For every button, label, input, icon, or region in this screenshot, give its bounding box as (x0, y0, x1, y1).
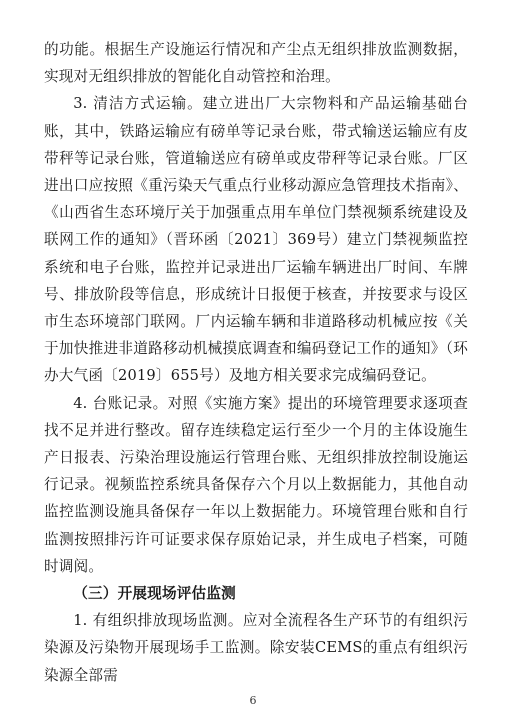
paragraph-organized-monitoring: 1. 有组织排放现场监测。应对全流程各生产环节的有组织污染源及污染物开展现场手工监测。除安装CEMS的重点有组织污染源全部需 (44, 612, 468, 684)
paragraph-clean-transport: 3. 清洁方式运输。建立进出厂大宗物料和产品运输基础台账，其中，铁路运输应有磅单等记录台账，带式输送运输应有皮带秤等记录台账，管道输送应有磅单或皮带秤等记录台账。厂区进出口应按照《重污染天气重点行业移动源应急管理技术指南》、《山西省生态环境厅关于加强重点用车单位门禁视频系统建设及联网工作的通知》（晋环函〔2021〕369号）建立门禁视频监控系统和电子台账，监控并记录进出厂运输车辆进出厂时间、车牌号、排放阶段等信息，形成统计日报便于核查，并按要求与设区市生态环境部门联网。厂内运输车辆和非道路移动机械应按《关于加快推进非道路移动机械摸底调查和编码登记工作的通知》（环办大气函〔2019〕655号）及地方相关要求完成编码登记。 (44, 95, 468, 385)
document-body (44, 36, 468, 689)
paragraph-continuation: 的功能。根据生产设施运行情况和产尘点无组织排放监测数据，实现对无组织排放的智能化自动管控和治理。 (44, 41, 468, 86)
paragraph-ledger-records: 4. 台账记录。对照《实施方案》提出的环境管理要求逐项查找不足并进行整改。留存连续稳定运行至少一个月的主体设施生产日报表、污染治理设施运行管理台账、无组织排放控制设施运行记录。视频监控系统具备保存六个月以上数据能力，其他自动监控监测设施具备保存一年以上数据能力。环境管理台账和自行监测按照排污许可证要求保存原始记录，并生成电子档案，可随时调阅。 (44, 394, 468, 575)
page-number: 6 (249, 694, 257, 707)
section-heading: （三）开展现场评估监测 (73, 585, 236, 603)
